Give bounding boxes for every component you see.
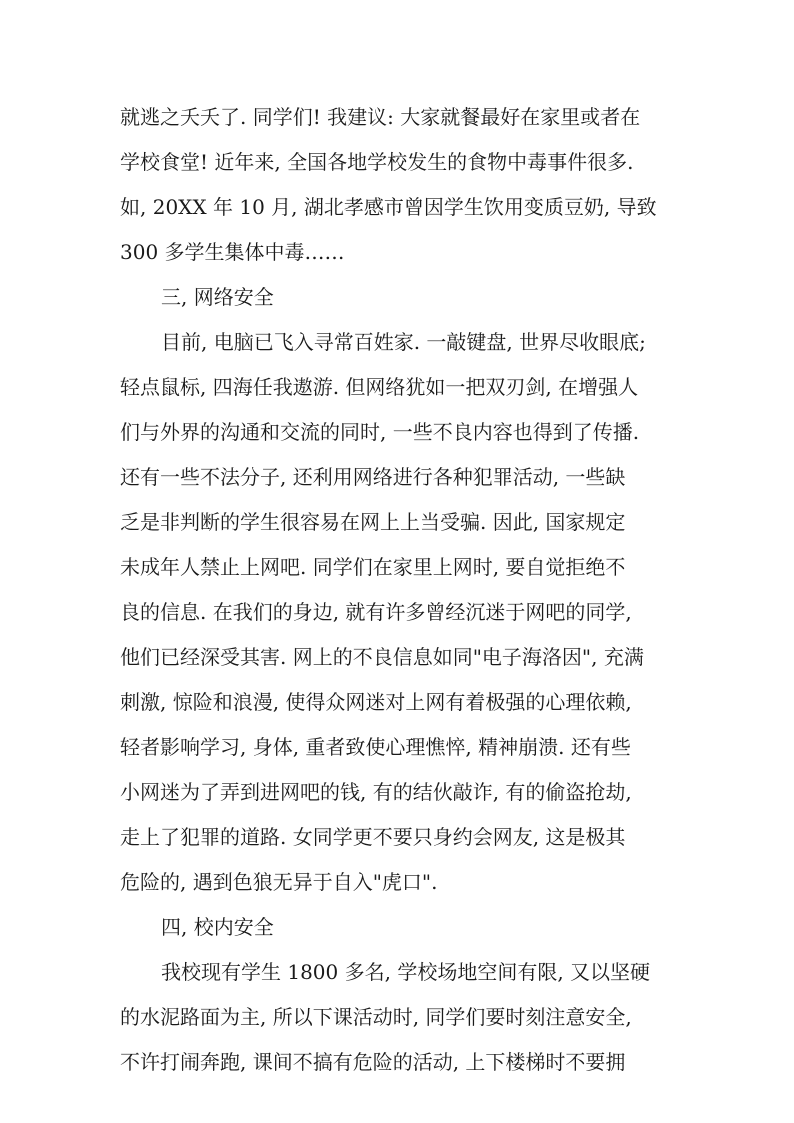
section-heading: 四, 校内安全	[161, 915, 274, 939]
paragraph-line: 小网迷为了弄到进网吧的钱, 有的结伙敲诈, 有的偷盗抢劫,	[120, 780, 632, 804]
paragraph-line: 学校食堂! 近年来, 全国各地学校发生的食物中毒事件很多.	[120, 150, 634, 174]
paragraph-line: 走上了犯罪的道路. 女同学更不要只身约会网友, 这是极其	[120, 825, 626, 849]
paragraph-line: 们与外界的沟通和交流的同时, 一些不良内容也得到了传播.	[120, 420, 640, 444]
paragraph-line: 刺激, 惊险和浪漫, 使得众网迷对上网有着极强的心理依赖,	[120, 690, 632, 714]
paragraph-line: 危险的, 遇到色狼无异于自入"虎口".	[120, 870, 438, 894]
paragraph-line: 就逃之夭夭了. 同学们! 我建议: 大家就餐最好在家里或者在	[120, 105, 641, 129]
paragraph-line: 未成年人禁止上网吧. 同学们在家里上网时, 要自觉拒绝不	[120, 555, 626, 579]
paragraph-line: 良的信息. 在我们的身边, 就有许多曾经沉迷于网吧的同学,	[120, 600, 632, 624]
paragraph-line: 不许打闹奔跑, 课间不搞有危险的活动, 上下楼梯时不要拥	[120, 1050, 626, 1074]
paragraph-line: 他们已经深受其害. 网上的不良信息如同"电子海洛因", 充满	[120, 645, 644, 669]
paragraph-line: 还有一些不法分子, 还利用网络进行各种犯罪活动, 一些缺	[120, 465, 626, 489]
paragraph-line: 如, 20XX 年 10 月, 湖北孝感市曾因学生饮用变质豆奶, 导致	[120, 195, 657, 219]
paragraph-line: 轻点鼠标, 四海任我遨游. 但网络犹如一把双刃剑, 在增强人	[120, 375, 639, 399]
section-heading: 三, 网络安全	[161, 285, 274, 309]
paragraph-line: 轻者影响学习, 身体, 重者致使心理憔悴, 精神崩溃. 还有些	[120, 735, 631, 759]
paragraph-line: 我校现有学生 1800 多名, 学校场地空间有限, 又以坚硬	[161, 960, 651, 984]
paragraph-line: 300 多学生集体中毒……	[120, 240, 345, 264]
paragraph-line: 的水泥路面为主, 所以下课活动时, 同学们要时刻注意安全,	[120, 1005, 632, 1029]
paragraph-line: 目前, 电脑已飞入寻常百姓家. 一敲键盘, 世界尽收眼底;	[161, 330, 646, 354]
paragraph-line: 乏是非判断的学生很容易在网上上当受骗. 因此, 国家规定	[120, 510, 626, 534]
